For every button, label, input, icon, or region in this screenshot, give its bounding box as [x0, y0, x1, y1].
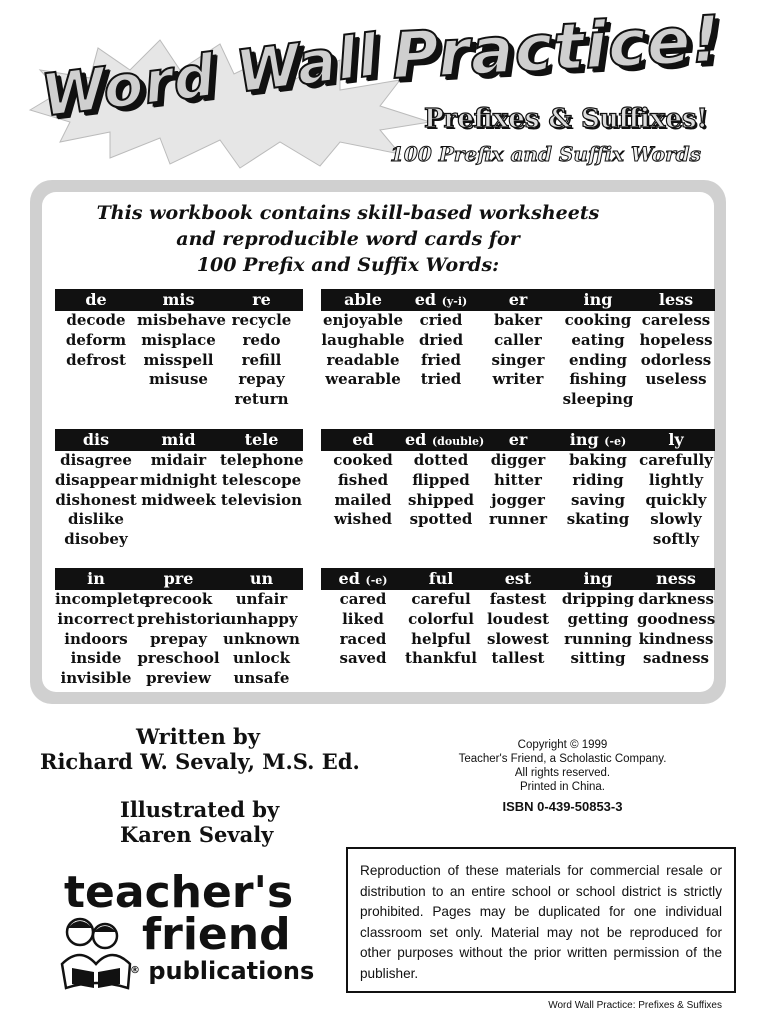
word-item: dotted: [413, 451, 469, 469]
suffix-column: [55, 568, 149, 689]
word-item: enjoyable: [322, 311, 404, 329]
word-item: fried: [420, 350, 462, 369]
word-item: precook: [144, 590, 213, 608]
column-header: [405, 568, 477, 590]
isbn: ISBN 0-439-50853-3: [502, 799, 623, 814]
column-header: [321, 289, 405, 311]
copyright-block: [420, 738, 705, 814]
word-item: lightly: [648, 470, 704, 489]
suffix-column: [220, 429, 303, 510]
word-item: cared: [339, 590, 387, 608]
word-item: shipped: [407, 490, 475, 509]
word-item: fishing: [569, 370, 627, 389]
column-header: [321, 568, 405, 590]
word-item: disagree: [60, 451, 132, 469]
word-item: careless: [641, 311, 711, 329]
word-item: slowest: [487, 629, 549, 648]
word-item: dried: [418, 330, 464, 349]
column-header: [637, 289, 715, 311]
title-word-wall: Word Wall: [37, 20, 383, 130]
word-item: carefully: [639, 451, 713, 469]
tagline: 100 Prefix and Suffix Words: [390, 142, 701, 166]
suffix-column: [220, 568, 303, 689]
column-header: [220, 568, 303, 590]
affix-label: er: [508, 430, 528, 449]
word-item: softly: [652, 530, 700, 549]
column-header: [55, 568, 137, 590]
word-item: misbehave: [137, 311, 226, 329]
word-item: midair: [150, 451, 207, 469]
word-item: wearable: [325, 370, 401, 389]
printed-line: Printed in China.: [519, 781, 606, 793]
column-header: [477, 429, 559, 451]
column-header: [55, 429, 137, 451]
suffix-column: [137, 429, 220, 510]
suffix-column: [137, 289, 226, 390]
word-item: midnight: [140, 470, 217, 489]
column-header: [321, 429, 405, 451]
suffix-column: [637, 568, 715, 669]
affix-note: (y-i): [441, 295, 468, 308]
word-item: laughable: [321, 330, 405, 349]
suffix-column: [477, 289, 559, 390]
word-item: tried: [420, 370, 462, 389]
publisher-line: Teacher's Friend, a Scholastic Company.: [458, 753, 667, 765]
word-item: careful: [411, 590, 471, 608]
word-group: [55, 429, 303, 559]
page-footer: Word Wall Practice: Prefixes & Suffixes: [548, 1000, 722, 1011]
affix-note: (double): [431, 435, 485, 448]
word-item: jogger: [491, 490, 545, 509]
word-item: hopeless: [639, 330, 713, 349]
word-item: redo: [242, 330, 281, 349]
word-item: unfair: [235, 590, 288, 608]
suffix-column: [220, 289, 303, 410]
registered-mark: ®: [130, 965, 140, 976]
affix-note: (-e): [604, 435, 627, 448]
affix-label: ing: [569, 430, 599, 449]
word-item: misuse: [149, 370, 208, 389]
word-item: preview: [146, 669, 211, 688]
column-header: [137, 289, 220, 311]
column-header: [559, 289, 637, 311]
affix-label: ed: [338, 569, 360, 588]
word-item: wished: [334, 510, 392, 529]
word-item: indoors: [64, 629, 128, 648]
affix-label: mis: [162, 290, 195, 309]
word-item: defrost: [66, 350, 126, 369]
word-item: spotted: [409, 510, 473, 529]
column-header: [477, 568, 559, 590]
word-item: running: [564, 629, 632, 648]
word-item: telescope: [221, 470, 302, 489]
column-header: [405, 289, 477, 311]
word-item: prehistoric: [137, 609, 230, 628]
word-item: helpful: [411, 629, 471, 648]
column-header: [637, 429, 715, 451]
word-item: disappear: [55, 470, 138, 489]
column-header: [220, 429, 303, 451]
word-item: refill: [241, 350, 282, 369]
word-item: quickly: [645, 490, 707, 509]
affix-label: ful: [428, 569, 454, 588]
suffix-column: [477, 568, 559, 669]
affix-label: pre: [163, 569, 194, 588]
publisher-logo: [64, 867, 315, 986]
word-item: sitting: [570, 649, 626, 668]
title-practice: Practice!: [390, 2, 724, 94]
suffix-column: [405, 289, 477, 390]
word-item: midweek: [141, 490, 216, 509]
word-item: hitter: [494, 470, 542, 489]
word-group: [321, 289, 715, 419]
word-item: caller: [494, 330, 542, 349]
word-item: invisible: [60, 669, 132, 688]
word-item: baking: [569, 451, 627, 469]
affix-note: (-e): [365, 574, 388, 587]
word-item: fastest: [489, 590, 547, 608]
word-item: unsafe: [233, 669, 290, 688]
suffix-column: [55, 429, 137, 550]
column-header: [559, 568, 637, 590]
suffix-column: [321, 429, 405, 530]
column-header: [637, 568, 715, 590]
column-header: [477, 289, 559, 311]
suffix-column: [321, 289, 405, 390]
affix-label: re: [252, 290, 271, 309]
suffix-column: [55, 289, 137, 370]
word-item: digger: [490, 451, 546, 469]
word-item: unlock: [232, 649, 291, 668]
word-item: cried: [419, 311, 463, 329]
word-item: prepay: [150, 629, 207, 648]
word-item: getting: [567, 609, 629, 628]
affix-label: able: [344, 290, 382, 309]
suffix-column: [405, 568, 477, 669]
word-item: cooked: [333, 451, 393, 469]
intro-line-2: and reproducible word cards for: [176, 228, 520, 250]
word-group: [321, 429, 715, 559]
word-item: loudest: [486, 609, 549, 628]
column-header: [405, 429, 485, 451]
word-item: disobey: [64, 530, 128, 549]
affix-label: ed: [352, 430, 374, 449]
column-header: [559, 429, 637, 451]
word-item: dripping: [561, 590, 635, 608]
word-item: saving: [571, 490, 625, 509]
word-item: incomplete: [55, 590, 149, 608]
column-header: [220, 289, 303, 311]
word-item: recycle: [231, 311, 292, 329]
word-item: inside: [70, 649, 122, 668]
suffix-column: [477, 429, 559, 530]
suffix-column: [559, 429, 637, 530]
suffix-column: [559, 568, 637, 669]
word-item: preschool: [137, 649, 220, 668]
logo-line-friend: friend: [142, 909, 291, 960]
word-item: repay: [238, 370, 285, 389]
word-group: [321, 568, 715, 698]
column-header: [137, 429, 220, 451]
word-item: darkness: [638, 590, 714, 608]
affix-label: dis: [82, 430, 110, 449]
word-item: skating: [566, 510, 630, 529]
illustrator-name: Karen Sevaly: [120, 822, 274, 847]
word-item: sleeping: [562, 390, 634, 409]
written-by-label: Written by: [136, 724, 260, 749]
word-item: colorful: [408, 609, 474, 628]
word-item: deform: [65, 330, 127, 349]
word-item: raced: [339, 629, 387, 648]
word-item: misspell: [143, 350, 214, 369]
suffix-column: [637, 289, 715, 390]
word-item: baker: [493, 311, 543, 329]
word-item: thankful: [405, 649, 477, 668]
affix-label: ed: [405, 430, 427, 449]
word-item: dislike: [68, 510, 124, 529]
word-item: singer: [491, 350, 545, 369]
reproduction-notice: Reproduction of these materials for commercial resale or distribution to an entire school or school district is strictly prohibited. Pages may be duplicated for one individual classroom set only. Material may not be reproduced for other purposes without the prior written permission of the publisher.: [346, 847, 736, 993]
intro-text: [0, 200, 696, 278]
affix-label: tele: [244, 430, 279, 449]
intro-line-3: 100 Prefix and Suffix Words:: [196, 254, 500, 276]
word-item: kindness: [638, 629, 714, 648]
word-item: goodness: [637, 609, 716, 628]
column-header: [137, 568, 220, 590]
word-item: eating: [571, 330, 625, 349]
word-item: mailed: [334, 490, 392, 509]
word-item: unhappy: [225, 609, 298, 628]
word-item: readable: [326, 350, 400, 369]
word-item: sadness: [643, 649, 709, 668]
affix-label: in: [87, 569, 105, 588]
word-item: television: [220, 490, 303, 509]
rights-line: All rights reserved.: [514, 767, 611, 779]
word-item: decode: [66, 311, 126, 329]
suffix-column: [559, 289, 637, 410]
copyright-line: Copyright © 1999: [517, 739, 608, 751]
suffix-column: [137, 568, 230, 689]
author-name: Richard W. Sevaly, M.S. Ed.: [40, 749, 360, 774]
affix-label: less: [658, 290, 694, 309]
word-group: [55, 289, 303, 419]
word-item: riding: [572, 470, 624, 489]
subtitle: Prefixes & Suffixes!: [424, 104, 708, 134]
affix-label: ed: [414, 290, 437, 309]
affix-label: un: [249, 569, 274, 588]
word-item: liked: [342, 609, 384, 628]
suffix-column: [637, 429, 715, 550]
logo-line-publications: publications: [148, 957, 315, 985]
word-item: unknown: [223, 629, 300, 648]
word-item: writer: [492, 370, 544, 389]
suffix-column: [405, 429, 485, 530]
word-item: odorless: [640, 350, 712, 369]
affix-label: ly: [668, 430, 684, 449]
affix-label: ness: [656, 569, 696, 588]
word-item: slowly: [650, 510, 702, 529]
affix-label: er: [508, 290, 528, 309]
affix-label: ing: [583, 569, 613, 588]
word-item: cooking: [564, 311, 632, 329]
word-item: ending: [568, 350, 628, 369]
word-item: misplace: [141, 330, 216, 349]
word-item: fished: [337, 470, 389, 489]
word-item: runner: [488, 510, 548, 529]
affix-label: de: [85, 290, 107, 309]
affix-label: ing: [583, 290, 613, 309]
intro-line-1: This workbook contains skill-based worksheets: [96, 202, 600, 224]
word-item: dishonest: [55, 490, 137, 509]
word-item: flipped: [412, 470, 470, 489]
logo-line-teachers: teacher's: [64, 867, 294, 918]
illustrated-by-label: Illustrated by: [120, 797, 280, 822]
word-item: saved: [339, 649, 387, 668]
affix-label: est: [504, 569, 532, 588]
column-header: [55, 289, 137, 311]
word-item: incorrect: [57, 609, 135, 628]
word-item: telephone: [220, 451, 304, 469]
affix-label: mid: [161, 430, 196, 449]
word-item: useless: [645, 370, 707, 389]
word-item: tallest: [491, 649, 545, 668]
suffix-column: [321, 568, 405, 669]
word-item: return: [234, 390, 289, 409]
word-group: [55, 568, 303, 698]
